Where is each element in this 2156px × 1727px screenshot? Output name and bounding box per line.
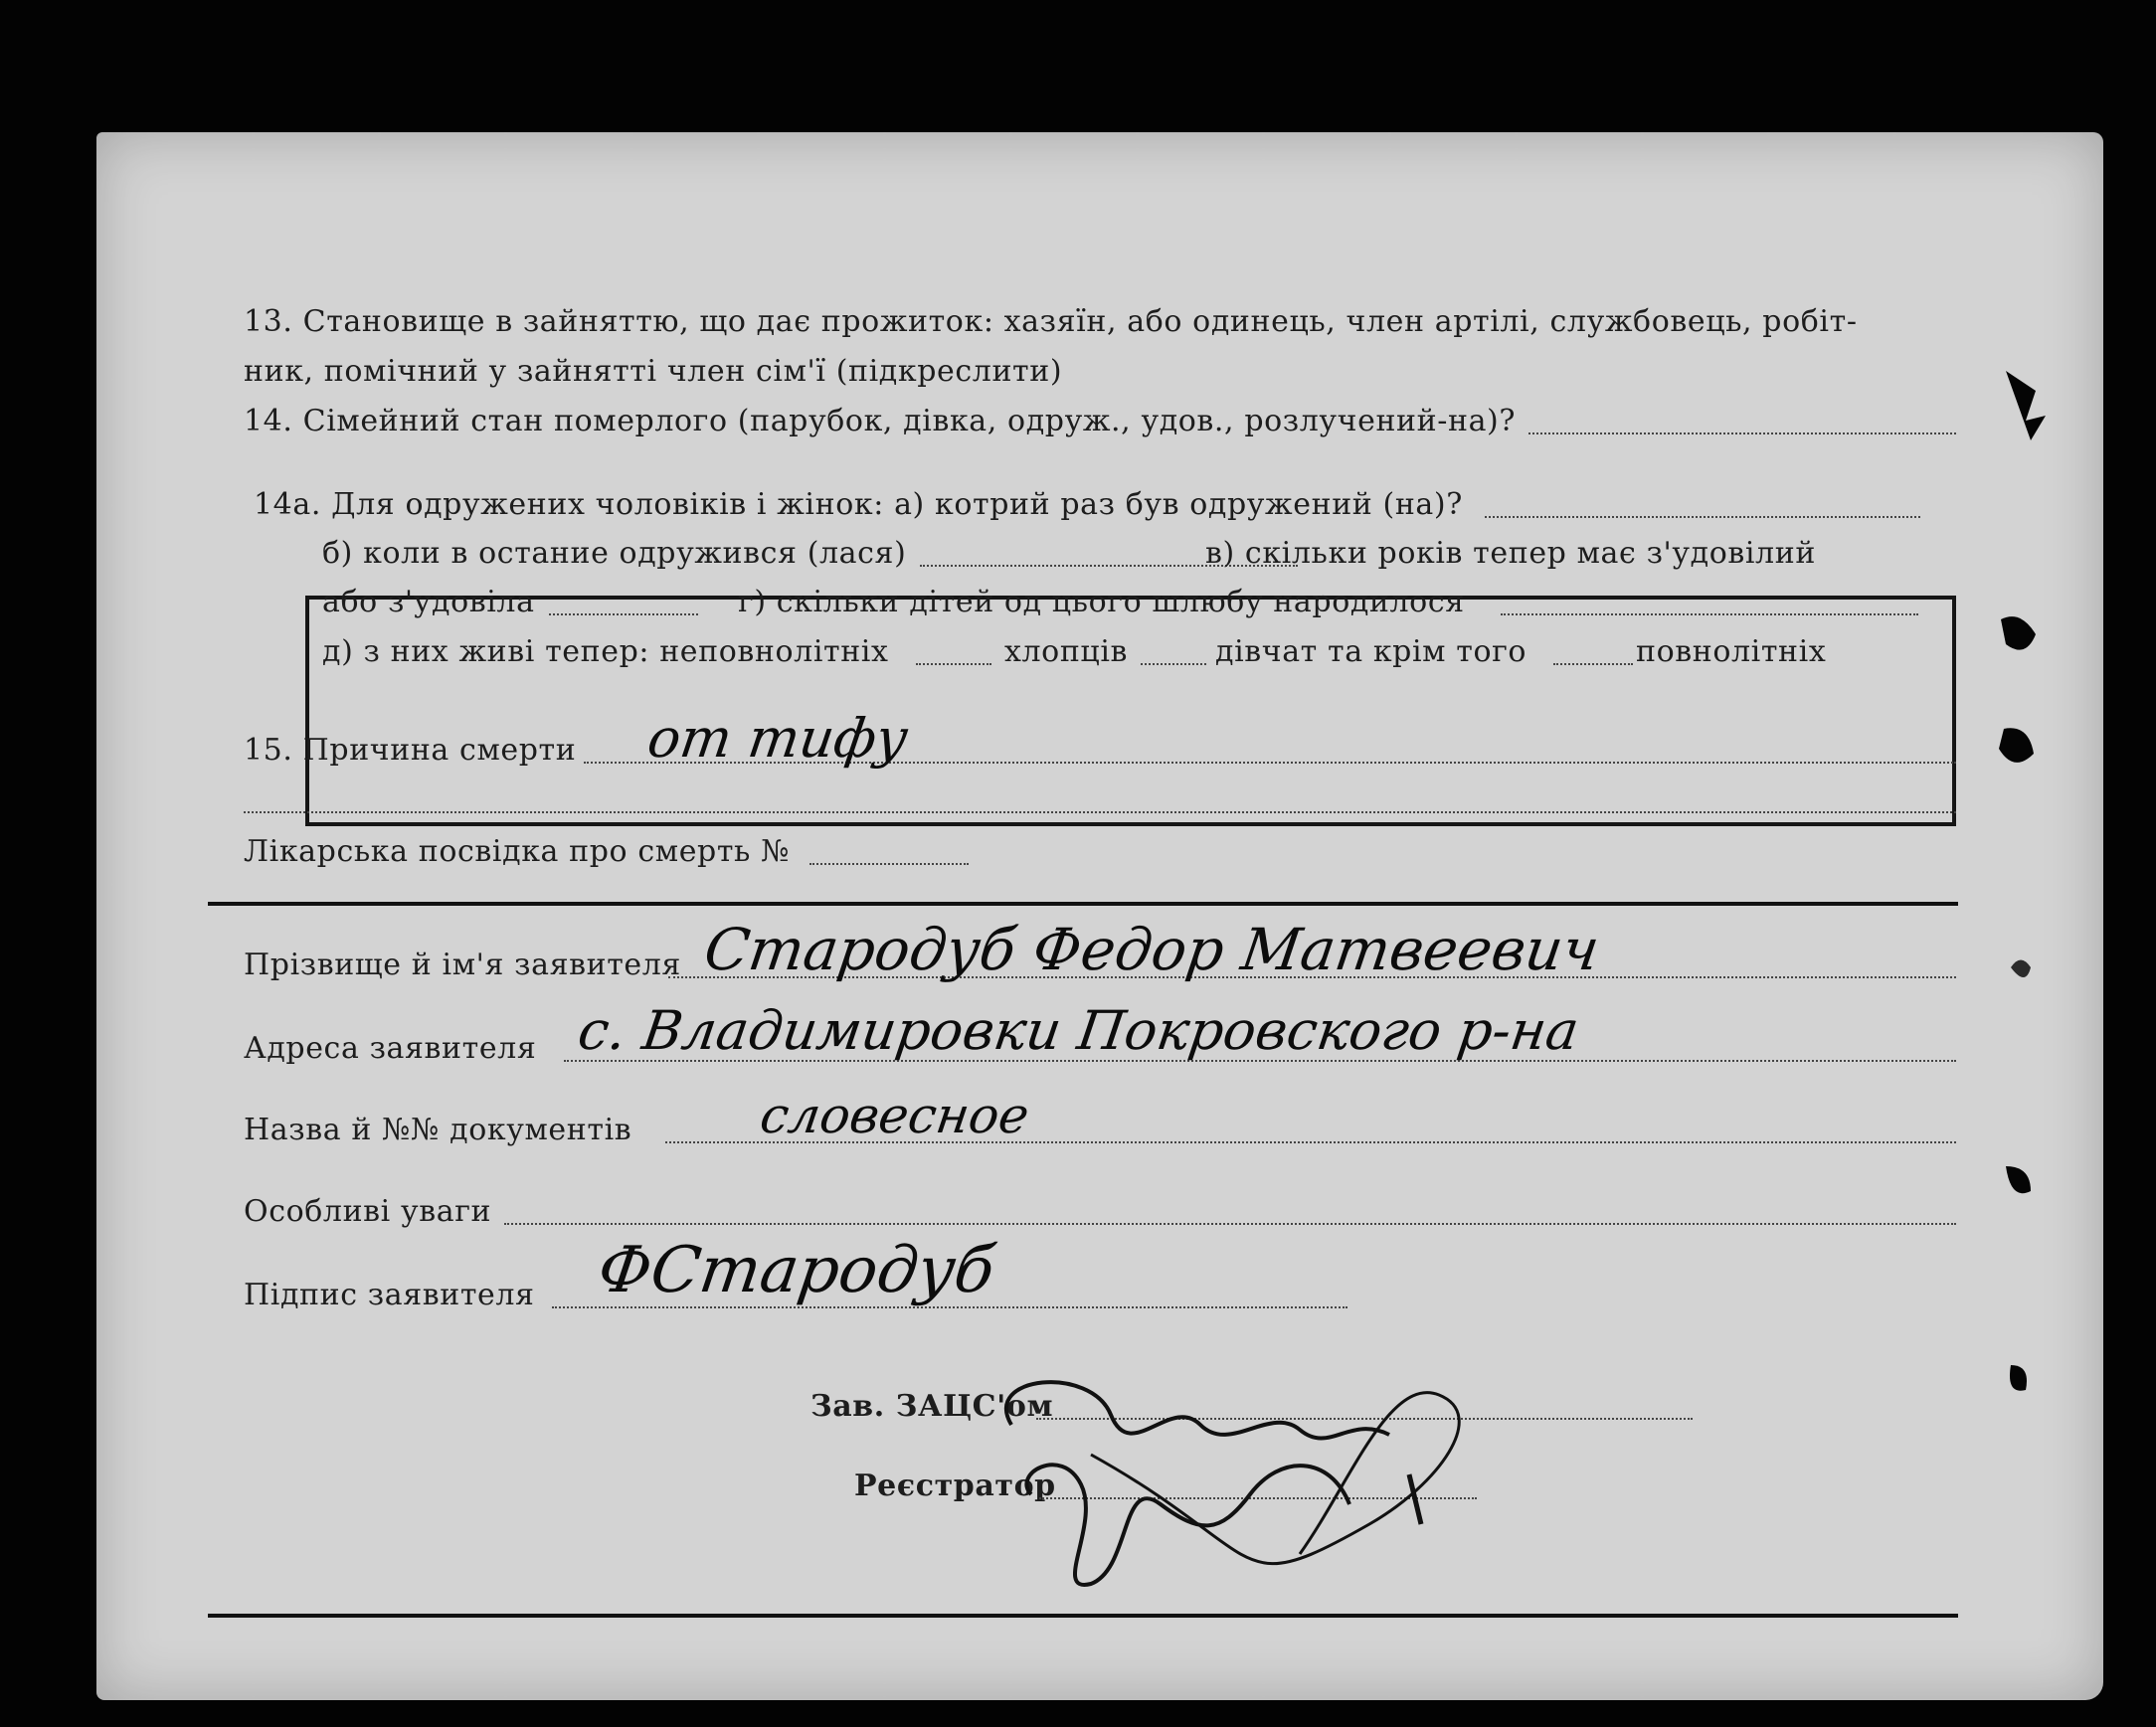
item-15-label: 15. Причина смерти (244, 733, 577, 768)
notes-label: Особливі уваги (244, 1194, 492, 1229)
section-divider-bottom (208, 1614, 1958, 1618)
applicant-name-handwriting: Стародуб Федор Матвеевич (700, 916, 1604, 983)
item-14b-text: б) коли в остание одружився (лася) (322, 536, 907, 571)
item-14d-text: д) з них живі тепер: неповнолітніх (322, 634, 889, 669)
official-signatures-scribble (972, 1355, 1489, 1614)
cause-of-death-handwriting: от тифу (643, 707, 912, 770)
item-14d-adults-text: повнолітніх (1636, 634, 1827, 669)
item-14d-girls-text: дівчат та крім того (1215, 634, 1527, 669)
item-13-text-line1: 13. Становище в зайняттю, що дає прожиток: хазяїн, або одинець, член артілі, службовець, робіт- (244, 304, 1858, 339)
medical-certificate-label: Лікарська посвідка про смерть № (244, 834, 791, 869)
item-14v-text: в) скільки років тепер має з'удовілий (1205, 536, 1816, 571)
item-14-text: 14. Сімейний стан померлого (парубок, дівка, одруж., удов., розлучений-на)? (244, 404, 1517, 438)
married-section-box (305, 596, 1956, 826)
medical-certificate-dotted-line (809, 863, 969, 865)
section-divider-top (208, 902, 1958, 906)
documents-label: Назва й №№ документів (244, 1113, 632, 1147)
applicant-signature-handwriting: ФСтародуб (593, 1234, 999, 1307)
document-page (96, 132, 2103, 1700)
signature-label: Підпис заявителя (244, 1278, 535, 1312)
item-14a-text: 14а. Для одружених чоловіків і жінок: а) котрий раз був одружений (на)? (254, 487, 1463, 522)
item-14g-dotted-line (1501, 613, 1918, 615)
item-13-text-line2: ник, помічний у зайнятті член сім'ї (підкреслити) (244, 354, 1063, 389)
item-15-dotted-line-2 (244, 811, 1956, 813)
item-14-dotted-line (1528, 432, 1956, 434)
punch-hole-marks (1986, 371, 2085, 1465)
documents-handwriting: словесное (756, 1087, 1033, 1144)
head-of-registry-label: Зав. ЗАЦС'ом (810, 1389, 1054, 1424)
item-14g-text: г) скільки дітей од цього шлюбу народилося (738, 585, 1465, 619)
applicant-address-label: Адреса заявителя (244, 1031, 537, 1066)
applicant-address-handwriting: с. Владимировки Покровского р-на (574, 999, 1583, 1062)
item-14g-left-text: або з'удовіла (322, 585, 535, 619)
item-14d-girls-dotted-line (1553, 663, 1633, 665)
item-14d-minors-dotted-line (916, 663, 991, 665)
item-14d-boys-text: хлопців (1004, 634, 1129, 669)
registrar-label: Реєстратор (854, 1468, 1056, 1503)
item-14g-left-dotted-line (549, 613, 698, 615)
notes-dotted-line (504, 1223, 1956, 1225)
item-14a-dotted-line (1485, 516, 1920, 518)
item-14d-boys-dotted-line (1141, 663, 1206, 665)
applicant-name-label: Прізвище й ім'я заявителя (244, 948, 681, 982)
